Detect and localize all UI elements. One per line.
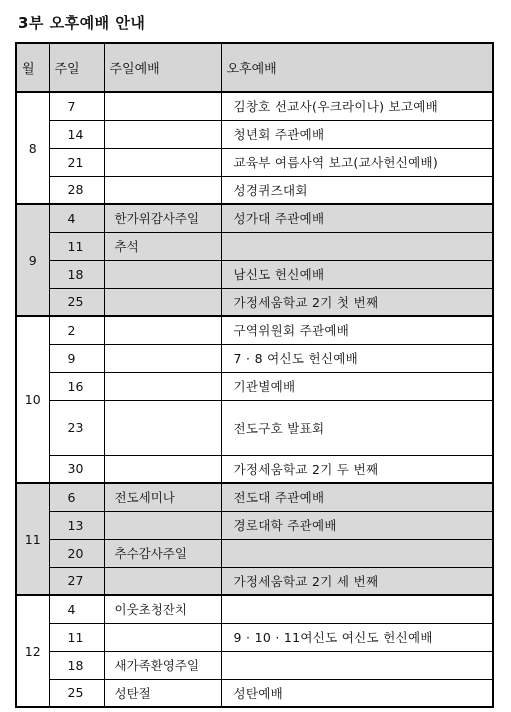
- table-row: [16, 260, 493, 288]
- month-cell: 8: [16, 92, 49, 204]
- month-cell: 12: [16, 595, 49, 707]
- day-cell: 7: [49, 92, 104, 120]
- afternoon-service-cell: 성탄예배: [221, 679, 493, 707]
- table-row: [16, 400, 493, 455]
- day-cell: 18: [49, 651, 104, 679]
- header-week-name: 주일예배: [104, 43, 221, 92]
- week-name-cell: [104, 623, 221, 651]
- header-row: [16, 43, 493, 92]
- afternoon-service-cell: [221, 651, 493, 679]
- afternoon-service-cell: 성가대 주관예배: [221, 204, 493, 232]
- week-name-cell: 이웃초청잔치: [104, 595, 221, 623]
- month-cell: 11: [16, 483, 49, 595]
- afternoon-service-cell: 김창호 선교사(우크라이나) 보고예배: [221, 92, 493, 120]
- week-name-cell: [104, 372, 221, 400]
- week-name-cell: [104, 288, 221, 316]
- week-name-cell: [104, 316, 221, 344]
- table-row: [16, 120, 493, 148]
- day-cell: 27: [49, 567, 104, 595]
- table-row: [16, 204, 493, 232]
- day-cell: 18: [49, 260, 104, 288]
- table-row: [16, 372, 493, 400]
- week-name-cell: [104, 455, 221, 483]
- month-group: [16, 595, 493, 707]
- week-name-cell: 추수감사주일: [104, 539, 221, 567]
- week-name-cell: 추석: [104, 232, 221, 260]
- table-row: [16, 483, 493, 511]
- day-cell: 20: [49, 539, 104, 567]
- week-name-cell: 전도세미나: [104, 483, 221, 511]
- week-name-cell: 한가위감사주일: [104, 204, 221, 232]
- day-cell: 28: [49, 176, 104, 204]
- header-afternoon: 오후예배: [221, 43, 493, 92]
- day-cell: 9: [49, 344, 104, 372]
- table-row: [16, 455, 493, 483]
- day-cell: 11: [49, 232, 104, 260]
- table-row: [16, 148, 493, 176]
- month-cell: 10: [16, 316, 49, 483]
- week-name-cell: [104, 120, 221, 148]
- header-month: 월: [16, 43, 49, 92]
- afternoon-service-cell: 9 · 10 · 11여신도 여신도 헌신예배: [221, 623, 493, 651]
- header-day: 주일: [49, 43, 104, 92]
- day-cell: 14: [49, 120, 104, 148]
- table-row: [16, 232, 493, 260]
- day-cell: 16: [49, 372, 104, 400]
- day-cell: 13: [49, 511, 104, 539]
- table-row: [16, 511, 493, 539]
- afternoon-service-cell: 가정세움학교 2기 두 번째: [221, 455, 493, 483]
- table-row: [16, 567, 493, 595]
- week-name-cell: [104, 511, 221, 539]
- table-row: [16, 539, 493, 567]
- afternoon-service-cell: 전도대 주관예배: [221, 483, 493, 511]
- week-name-cell: 새가족환영주일: [104, 651, 221, 679]
- afternoon-service-cell: 청년회 주관예배: [221, 120, 493, 148]
- week-name-cell: 성탄절: [104, 679, 221, 707]
- day-cell: 6: [49, 483, 104, 511]
- afternoon-service-cell: 경로대학 주관예배: [221, 511, 493, 539]
- afternoon-service-cell: [221, 232, 493, 260]
- table-row: [16, 92, 493, 120]
- afternoon-service-cell: 전도구호 발표회: [221, 400, 493, 455]
- afternoon-service-cell: 기관별예배: [221, 372, 493, 400]
- week-name-cell: [104, 400, 221, 455]
- week-name-cell: [104, 567, 221, 595]
- month-group: [16, 92, 493, 204]
- day-cell: 2: [49, 316, 104, 344]
- afternoon-service-cell: 가정세움학교 2기 세 번째: [221, 567, 493, 595]
- week-name-cell: [104, 148, 221, 176]
- table-row: [16, 651, 493, 679]
- week-name-cell: [104, 176, 221, 204]
- table-row: [16, 288, 493, 316]
- afternoon-service-cell: 성경퀴즈대회: [221, 176, 493, 204]
- afternoon-service-cell: 구역위원회 주관예배: [221, 316, 493, 344]
- month-group: [16, 316, 493, 483]
- day-cell: 11: [49, 623, 104, 651]
- day-cell: 30: [49, 455, 104, 483]
- day-cell: 23: [49, 400, 104, 455]
- table-row: [16, 176, 493, 204]
- afternoon-service-cell: 교육부 여름사역 보고(교사헌신예배): [221, 148, 493, 176]
- table-row: [16, 623, 493, 651]
- schedule-table: [15, 42, 494, 708]
- table-row: [16, 679, 493, 707]
- afternoon-service-cell: 7 · 8 여신도 헌신예배: [221, 344, 493, 372]
- month-cell: 9: [16, 204, 49, 316]
- afternoon-service-cell: 가정세움학교 2기 첫 번째: [221, 288, 493, 316]
- table-row: [16, 595, 493, 623]
- day-cell: 25: [49, 679, 104, 707]
- month-group: [16, 204, 493, 316]
- afternoon-service-cell: [221, 539, 493, 567]
- afternoon-service-cell: 남신도 헌신예배: [221, 260, 493, 288]
- day-cell: 4: [49, 204, 104, 232]
- month-group: [16, 483, 493, 595]
- day-cell: 21: [49, 148, 104, 176]
- table-row: [16, 344, 493, 372]
- afternoon-service-cell: [221, 595, 493, 623]
- page-title: 3부 오후예배 안내: [18, 14, 146, 32]
- table-row: [16, 316, 493, 344]
- day-cell: 25: [49, 288, 104, 316]
- week-name-cell: [104, 92, 221, 120]
- week-name-cell: [104, 260, 221, 288]
- day-cell: 4: [49, 595, 104, 623]
- week-name-cell: [104, 344, 221, 372]
